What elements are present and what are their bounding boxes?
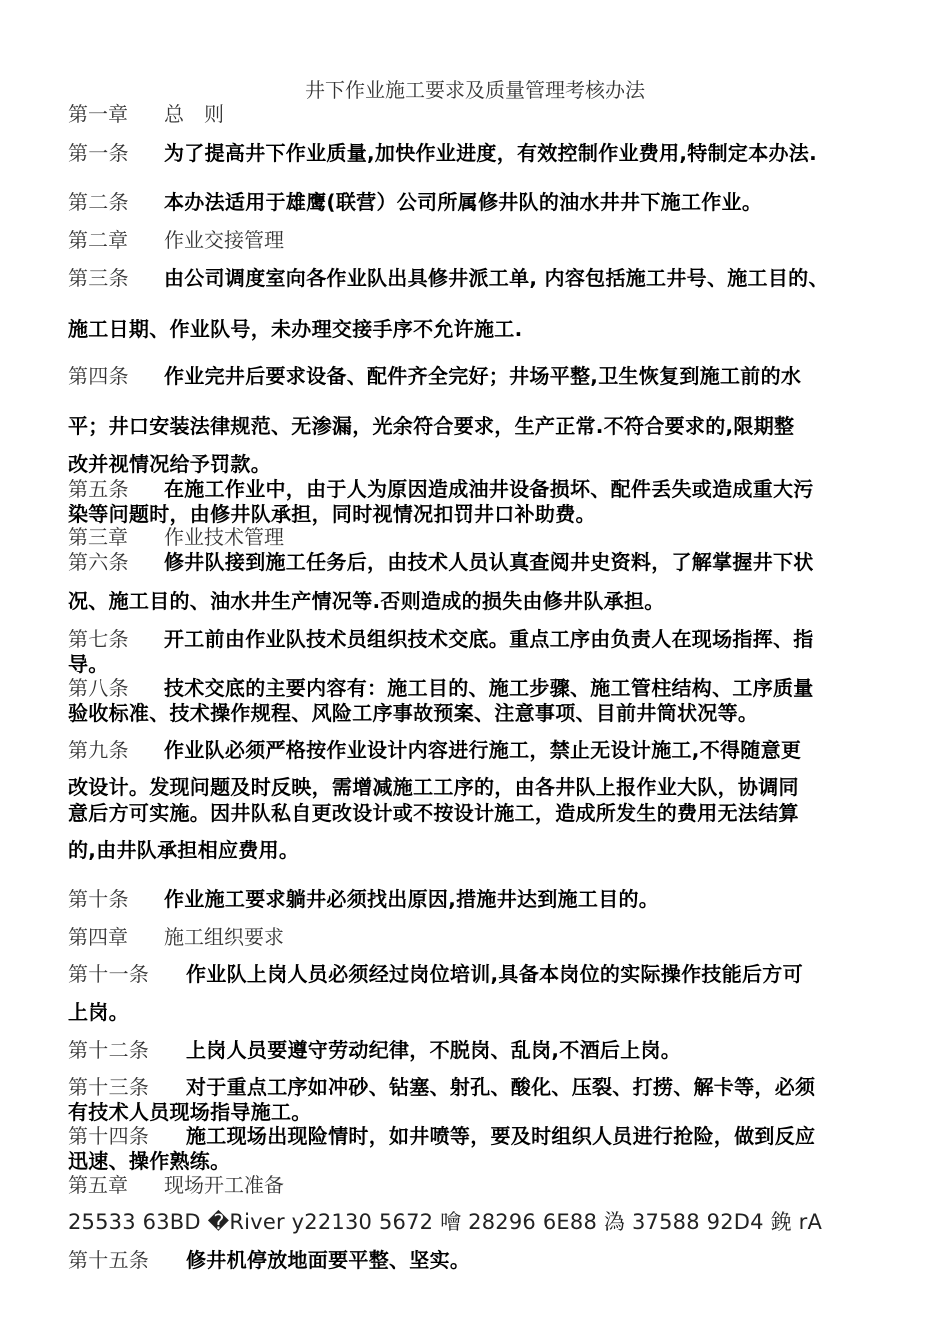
article-label: 第十条 xyxy=(68,887,129,911)
chapter-label: 第二章 xyxy=(68,228,128,252)
article-text: 作业施工要求躺井必须找出原因,措施井达到施工目的。 xyxy=(164,887,660,911)
article-text: 施工现场出现险情时，如井喷等，要及时组织人员进行抢险，做到反应 xyxy=(186,1124,816,1148)
article-9-line-1 xyxy=(68,734,801,763)
article-label: 第十五条 xyxy=(68,1248,150,1272)
chapter-1-heading xyxy=(68,98,224,127)
chapter-5-heading xyxy=(68,1169,284,1198)
chapter-label: 第一章 xyxy=(68,102,128,126)
article-9-line-4: 的,由井队承担相应费用。 xyxy=(68,838,300,862)
article-text: 在施工作业中，由于人为原因造成油井设备损坏、配件丢失或造成重大污 xyxy=(164,477,814,501)
article-label: 第十一条 xyxy=(68,962,150,986)
article-label: 第八条 xyxy=(68,676,129,700)
article-text: 作业完井后要求设备、配件齐全完好；井场平整,卫生恢复到施工前的水 xyxy=(164,364,802,388)
article-label: 第四条 xyxy=(68,364,129,388)
article-text: 本办法适用于雄鹰(联营）公司所属修井队的油水井井下施工作业。 xyxy=(164,190,763,214)
chapter-label: 第五章 xyxy=(68,1173,128,1197)
chapter-label: 第四章 xyxy=(68,925,128,949)
article-3-line-1 xyxy=(68,262,829,291)
article-8-line-2: 验收标准、技术操作规程、风险工序事故预案、注意事项、目前井筒状况等。 xyxy=(68,701,759,725)
article-text: 由公司调度室向各作业队出具修井派工单, 内容包括施工井号、施工目的、 xyxy=(164,266,829,290)
chapter-name: 现场开工准备 xyxy=(164,1173,284,1197)
article-11-line-2: 上岗。 xyxy=(68,1000,129,1024)
document-title: 井下作业施工要求及质量管理考核办法 xyxy=(305,78,645,102)
article-6-line-2: 况、施工目的、油水井生产情况等.否则造成的损失由修井队承担。 xyxy=(68,589,665,613)
article-6-line-1 xyxy=(68,546,814,575)
article-text: 开工前由作业队技术员组织技术交底。重点工序由负责人在现场指挥、指 xyxy=(164,627,814,651)
chapter-name: 施工组织要求 xyxy=(164,925,284,949)
article-text: 技术交底的主要内容有：施工目的、施工步骤、施工管柱结构、工序质量 xyxy=(164,676,814,700)
article-2 xyxy=(68,186,762,215)
chapter-2-heading xyxy=(68,224,284,253)
article-7-line-1 xyxy=(68,623,814,652)
article-text: 作业队上岗人员必须经过岗位培训,具备本岗位的实际操作技能后方可 xyxy=(186,962,803,986)
article-label: 第九条 xyxy=(68,738,129,762)
garbled-text-line: 25533 63BD �River y22130 5672 噲 28296 6E88 溈 37588 92D4 鋔 rA xyxy=(68,1210,823,1234)
article-label: 第十三条 xyxy=(68,1075,150,1099)
chapter-4-heading xyxy=(68,921,284,950)
chapter-name: 总 则 xyxy=(164,102,224,126)
article-label: 第三条 xyxy=(68,266,129,290)
article-7-line-2: 导。 xyxy=(68,652,109,676)
article-12 xyxy=(68,1034,681,1063)
article-text: 修井机停放地面要平整、坚实。 xyxy=(186,1248,471,1272)
article-11-line-1 xyxy=(68,958,803,987)
article-label: 第一条 xyxy=(68,141,129,165)
article-text: 对于重点工序如冲砂、钻塞、射孔、酸化、压裂、打捞、解卡等，必须 xyxy=(186,1075,816,1099)
article-label: 第十二条 xyxy=(68,1038,150,1062)
chapter-name: 作业交接管理 xyxy=(164,228,284,252)
article-5-line-2: 染等问题时，由修井队承担，同时视情况扣罚井口补助费。 xyxy=(68,502,596,526)
article-4-line-2: 平；井口安装法律规范、无渗漏，光余符合要求，生产正常.不符合要求的,限期整 xyxy=(68,414,795,438)
article-text: 作业队必须严格按作业设计内容进行施工，禁止无设计施工,不得随意更 xyxy=(164,738,802,762)
article-text: 为了提高井下作业质量,加快作业进度，有效控制作业费用,特制定本办法. xyxy=(164,141,817,165)
article-15 xyxy=(68,1244,470,1273)
article-label: 第五条 xyxy=(68,477,129,501)
article-1 xyxy=(68,137,817,166)
article-9-line-2: 改设计。发现问题及时反映，需增减施工工序的，由各井队上报作业大队，协调同 xyxy=(68,775,799,799)
article-13-line-2: 有技术人员现场指导施工。 xyxy=(68,1100,312,1124)
chapter-label: 第三章 xyxy=(68,525,128,549)
article-14-line-2: 迅速、操作熟练。 xyxy=(68,1149,231,1173)
article-label: 第七条 xyxy=(68,627,129,651)
article-label: 第十四条 xyxy=(68,1124,150,1148)
article-label: 第六条 xyxy=(68,550,129,574)
article-text: 上岗人员要遵守劳动纪律，不脱岗、乱岗,不酒后上岗。 xyxy=(186,1038,682,1062)
article-3-line-2: 施工日期、作业队号，未办理交接手序不允许施工. xyxy=(68,317,523,341)
article-9-line-3: 意后方可实施。因井队私自更改设计或不按设计施工，造成所发生的费用无法结算 xyxy=(68,801,799,825)
article-label: 第二条 xyxy=(68,190,129,214)
article-10 xyxy=(68,883,659,912)
article-4-line-1 xyxy=(68,360,801,389)
article-text: 修井队接到施工任务后，由技术人员认真查阅井史资料，了解掌握井下状 xyxy=(164,550,814,574)
article-4-line-3: 改并视情况给予罚款。 xyxy=(68,452,271,476)
chapter-name: 作业技术管理 xyxy=(164,525,284,549)
